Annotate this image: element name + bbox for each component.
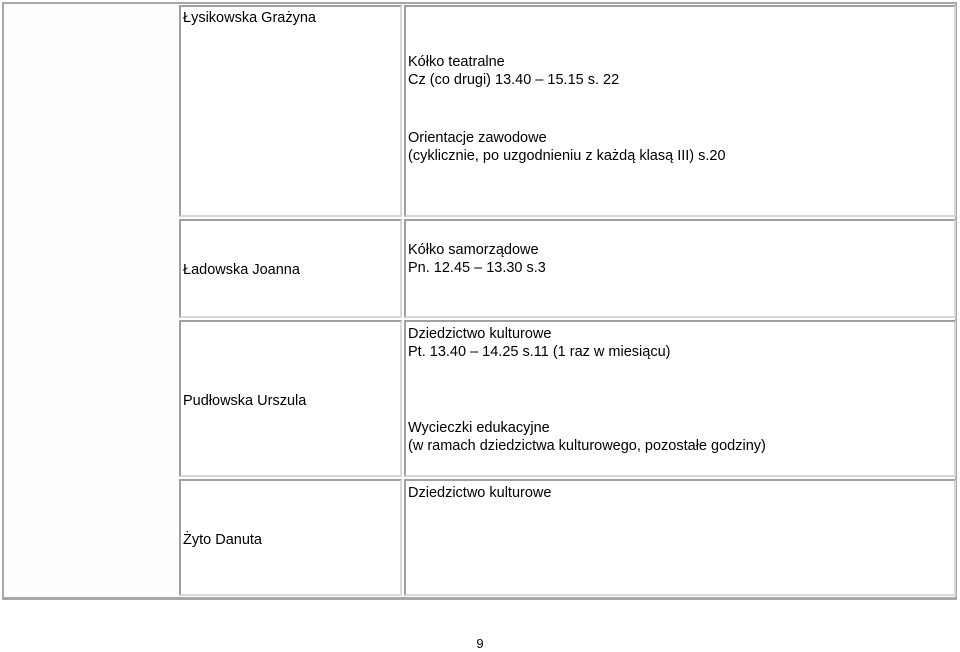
- activity-block: [408, 419, 766, 455]
- table-row-activity-cell: [404, 479, 956, 596]
- activity-schedule: Pn. 12.45 – 13.30 s.3: [408, 260, 546, 276]
- teacher-name: Żyto Danuta: [183, 532, 262, 548]
- activity-title: Orientacje zawodowe: [408, 130, 547, 146]
- activity-title: Wycieczki edukacyjne: [408, 420, 550, 436]
- activity-block: [408, 241, 546, 277]
- table-row-activity-cell: [404, 5, 956, 217]
- activity-block: [408, 53, 619, 89]
- activity-block: [408, 129, 726, 165]
- teacher-name: Pudłowska Urszula: [183, 393, 307, 409]
- activity-title: Kółko samorządowe: [408, 242, 539, 258]
- activity-schedule: (cyklicznie, po uzgodnieniu z każdą klasą III) s.20: [408, 148, 726, 164]
- page-number: 9: [476, 636, 484, 651]
- table-row-teacher-cell: [179, 320, 402, 477]
- activity-schedule: Cz (co drugi) 13.40 – 15.15 s. 22: [408, 72, 620, 88]
- teacher-name: Ładowska Joanna: [183, 262, 300, 278]
- activity-title: Kółko teatralne: [408, 54, 505, 70]
- activity-block: [408, 325, 670, 361]
- activity-schedule: Pt. 13.40 – 14.25 s.11 (1 raz w miesiącu): [408, 344, 671, 360]
- table-row-activity-cell: [404, 320, 956, 477]
- table-row-activity-cell: [404, 219, 956, 318]
- teacher-name: Łysikowska Grażyna: [183, 10, 316, 26]
- table-row-teacher-cell: [179, 5, 402, 217]
- table-row-teacher-cell: [179, 219, 402, 318]
- activity-schedule: (w ramach dziedzictwa kulturowego, pozostałe godziny): [408, 438, 766, 454]
- activity-title: Dziedzictwo kulturowe: [408, 326, 552, 342]
- table-row-teacher-cell: [179, 479, 402, 596]
- activity-title: Dziedzictwo kulturowe: [408, 485, 552, 501]
- activity-block: [408, 484, 551, 502]
